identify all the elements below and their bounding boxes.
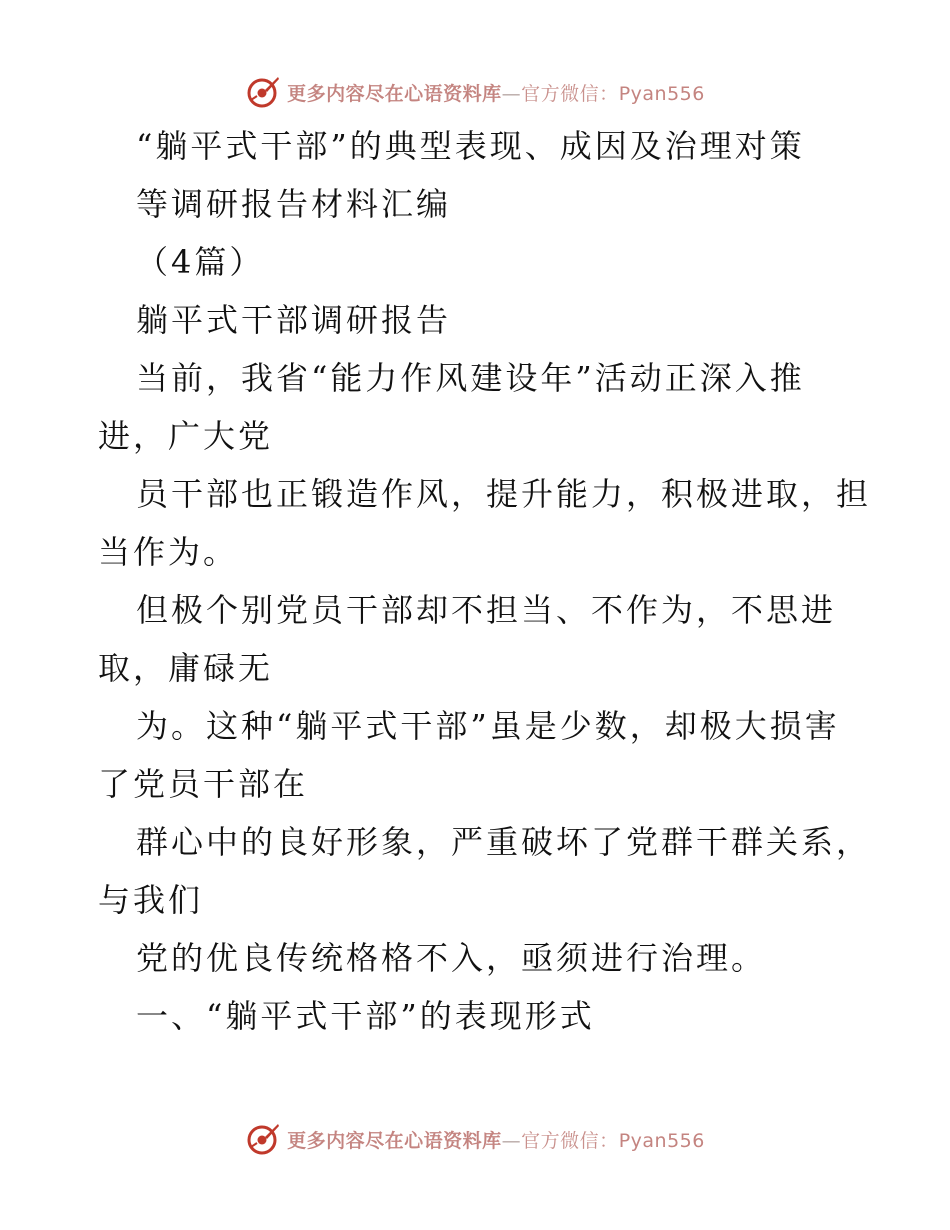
section-heading: 躺平式干部调研报告 (136, 301, 452, 339)
subsection-heading: 一、“躺平式干部”的表现形式 (136, 997, 595, 1035)
paragraph-line: 了党员干部在 (98, 765, 309, 803)
paragraph-line: 但极个别党员干部却不担当、不作为，不思进 (136, 591, 837, 629)
paragraph-line: 党的优良传统格格不入，亟须进行治理。 (136, 939, 767, 977)
paragraph-line: 为。这种“躺平式干部”虽是少数，却极大损害 (136, 707, 840, 745)
footer-watermark (0, 1119, 950, 1159)
document-title-line-2: 等调研报告材料汇编 (136, 185, 452, 223)
paragraph-line: 取，庸碌无 (98, 649, 274, 687)
watermark-text: 更多内容尽在心语资料库—官方微信：Pyan556 (287, 82, 705, 105)
watermark-text: 更多内容尽在心语资料库—官方微信：Pyan556 (287, 1129, 705, 1152)
paragraph-line: 与我们 (98, 881, 204, 919)
paragraph-line: 进，广大党 (98, 417, 274, 455)
paragraph-line: 当前，我省“能力作风建设年”活动正深入推 (136, 359, 805, 397)
document-title-line-3: （4篇） (136, 243, 265, 281)
header-watermark (0, 72, 950, 112)
quill-logo-icon (245, 1121, 281, 1157)
document-title-line-1: “躺平式干部”的典型表现、成因及治理对策 (136, 127, 805, 165)
quill-logo-icon (245, 74, 281, 110)
paragraph-line: 当作为。 (98, 533, 239, 571)
paragraph-line: 群心中的良好形象，严重破坏了党群干群关系， (136, 823, 872, 861)
paragraph-line: 员干部也正锻造作风，提升能力，积极进取，担 (136, 475, 872, 513)
